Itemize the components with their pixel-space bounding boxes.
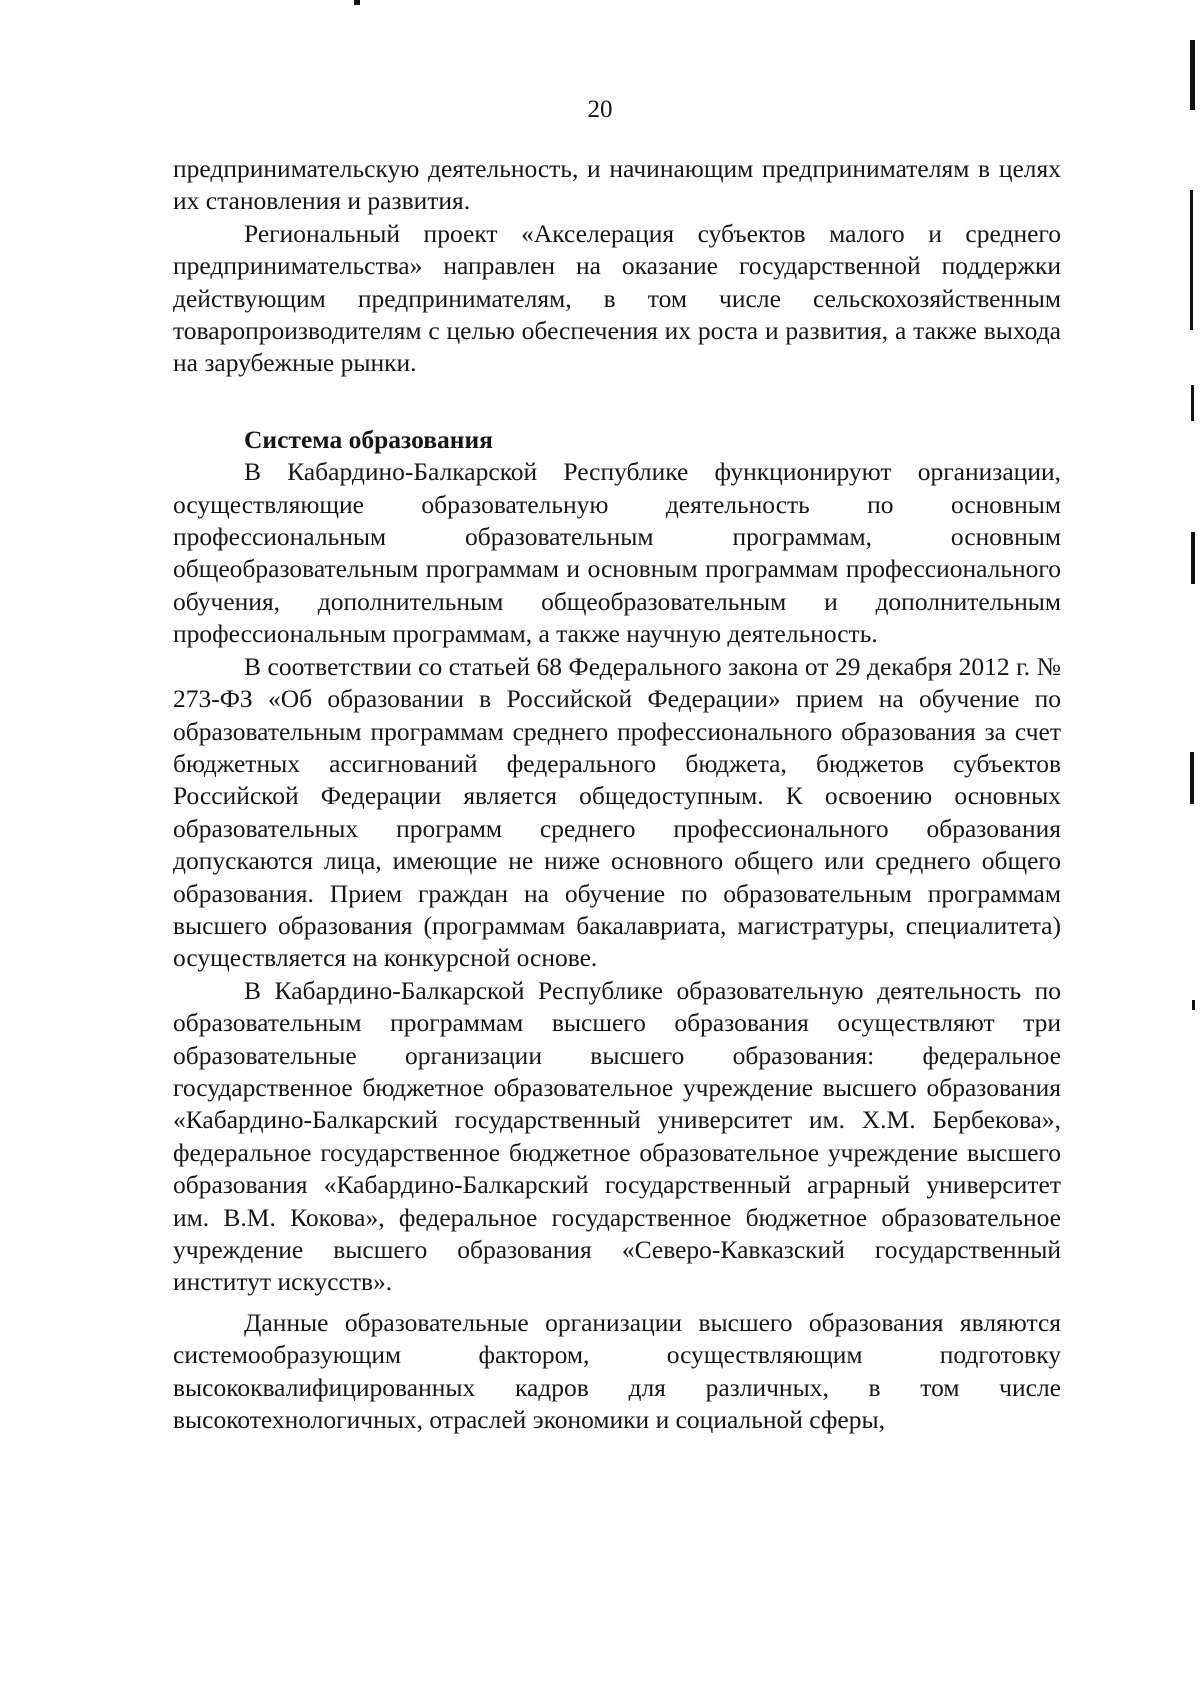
scan-edge-mark bbox=[354, 0, 360, 5]
paragraph-acceleration-project: Региональный проект «Акселерация субъектов малого и среднего предпринимательства» направлен на оказание государственной поддержки действующим предпринимателям, в том числе сельскохозяйственным товаропроизводителям с целью обеспечения их роста и развития, а также выхода на зарубежные рынки. bbox=[173, 218, 1061, 378]
paragraph-organizations: В Кабардино-Балкарской Республике функционируют организации, осуществляющие образовательную деятельность по основным профессиональным образовательным программам, основным общеобразовательным программам и основным программам профессионального обучения, дополнительным общеобразовательным и дополнительным профессиональным программам, а также научную деятельность. bbox=[173, 457, 1061, 649]
scan-edge-mark bbox=[1191, 532, 1195, 584]
page-number: 20 bbox=[587, 96, 613, 123]
paragraph-continuation: предпринимательскую деятельность, и начинающим предпринимателям в целях их становления и развития. bbox=[173, 154, 1061, 216]
section-heading: Система образования bbox=[244, 424, 493, 454]
scan-edge-mark bbox=[1190, 40, 1195, 110]
paragraph-system-factor: Данные образовательные организации высшего образования являются системообразующим фактором, осуществляющим подготовку высококвалифицированных кадров для различных, в том числе высокотехнологичных, отраслей экономики и социальной сферы, bbox=[173, 1307, 1061, 1435]
document-body bbox=[173, 153, 1061, 1436]
paragraph-higher-education: В Кабардино-Балкарской Республике образовательную деятельность по образовательным программам высшего образования осуществляют три образовательные организации высшего образования: федеральное государственное бюджетное образовательное учреждение высшего образования «Кабардино-Балкарский государственный университет им. Х.М. Бербекова», федеральное государственное бюджетное образовательное учреждение высшего образования «Кабардино-Балкарский государственный аграрный университет им. В.М. Кокова», федеральное государственное бюджетное образовательное учреждение высшего образования «Северо-Кавказский государственный институт искусств». bbox=[173, 975, 1061, 1297]
scan-edge-mark bbox=[1191, 385, 1194, 421]
scan-edge-mark bbox=[1192, 1000, 1195, 1010]
scan-edge-mark bbox=[1190, 190, 1193, 330]
paragraph-federal-law: В соответствии со статьей 68 Федерального закона от 29 декабря 2012 г. № 273-ФЗ «Об образовании в Российской Федерации» прием на обучение по образовательным программам среднего профессионального образования за счет бюджетных ассигнований федерального бюджета, бюджетов субъектов Российской Федерации является общедоступным. К освоению основных образовательных программ среднего профессионального образования допускаются лица, имеющие не ниже основного общего или среднего общего образования. Прием граждан на обучение по образовательным программам высшего образования (программам бакалавриата, магистратуры, специалитета) осуществляется на конкурсной основе. bbox=[173, 651, 1061, 973]
scan-edge-mark bbox=[1190, 752, 1194, 804]
